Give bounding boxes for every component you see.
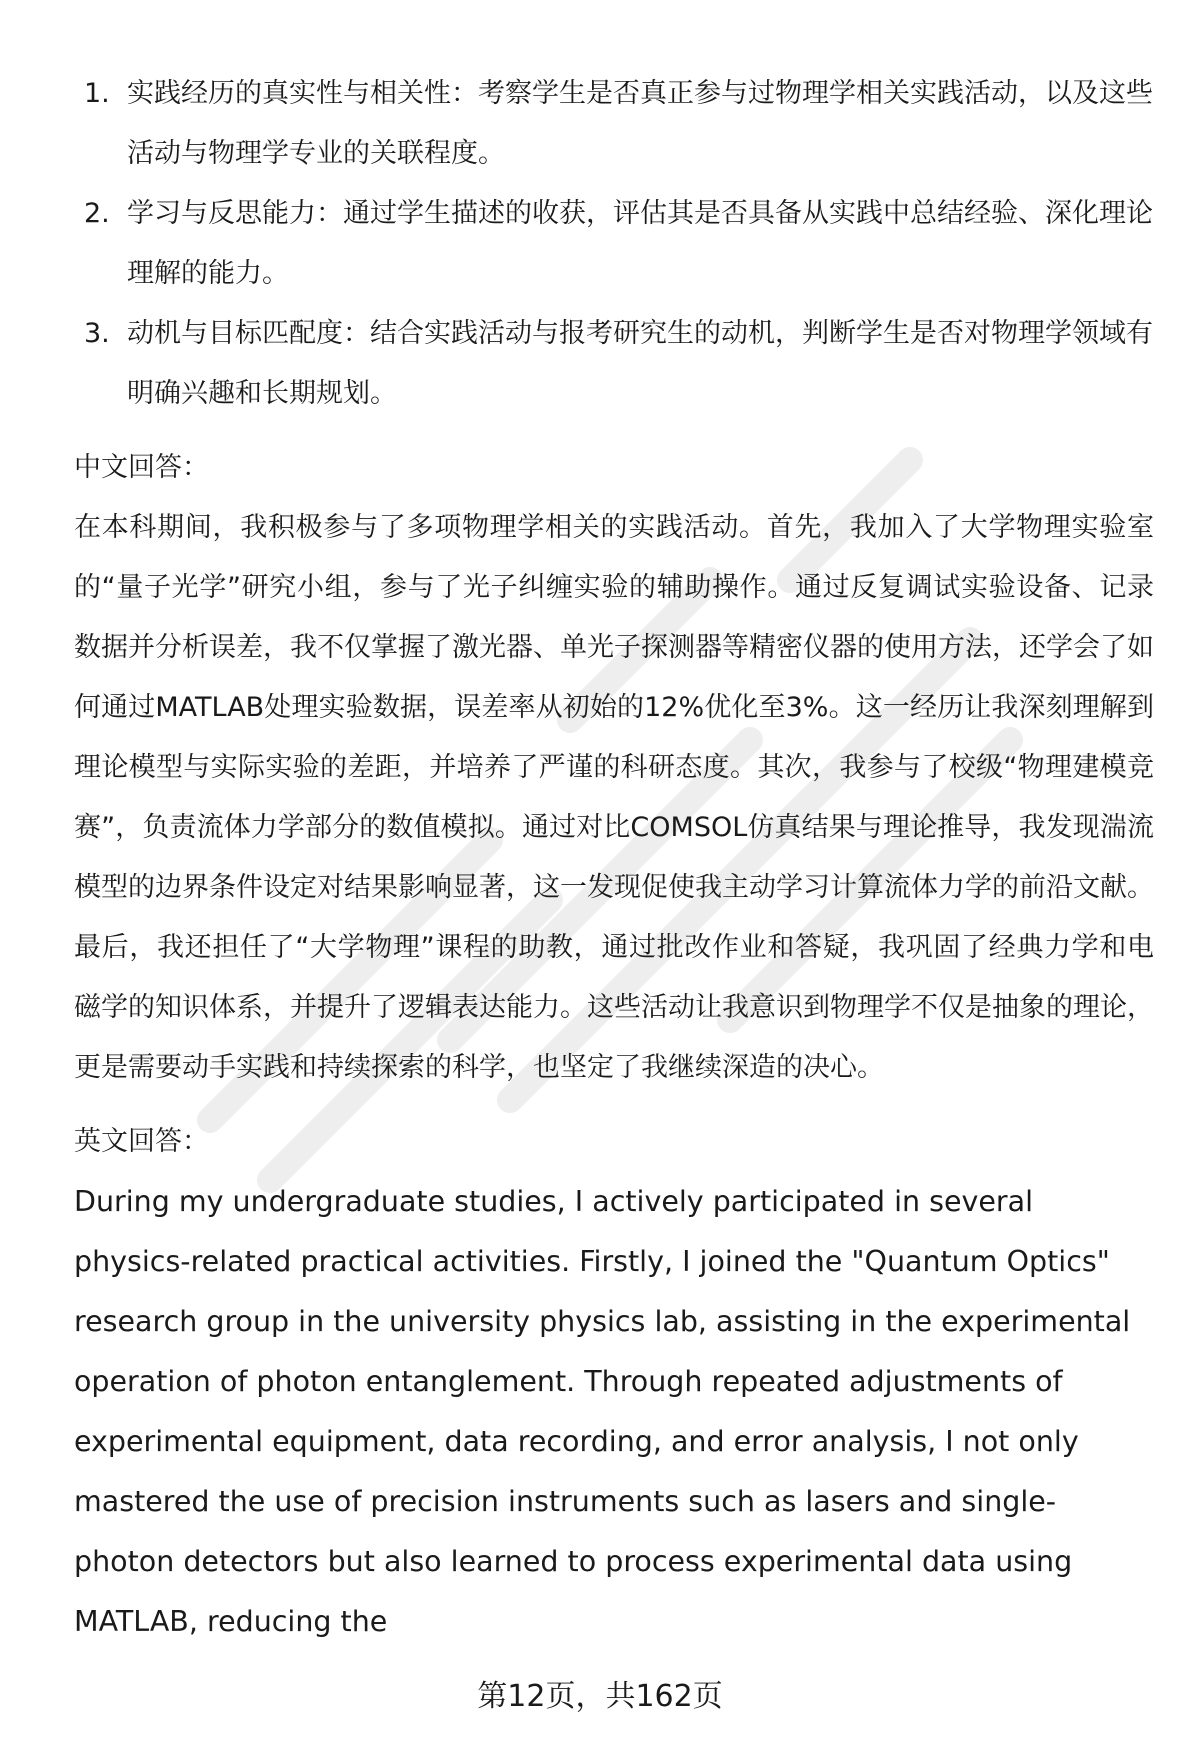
page-number-footer: 第12页，共162页	[477, 1679, 723, 1714]
list-item-number: 1.	[84, 78, 110, 109]
list-item-number: 3.	[84, 318, 110, 349]
list-item-number: 2.	[84, 198, 110, 229]
english-answer-paragraph: During my undergraduate studies, I actively participated in several physics-related practical activities. Firstly, I joined the "Quantum Optics" research group in the university physics lab, assisting in the experimental operation of photon entanglement. Through repeated adjustments of experimental equipment, data recording, and error analysis, I not only mastered the use of precision instruments such as lasers and single-photon detectors but also learned to process experimental data using MATLAB, reducing the	[74, 1185, 1131, 1638]
english-answer-heading: 英文回答：	[74, 1126, 209, 1157]
list-item-text: 学习与反思能力：通过学生描述的收获，评估其是否具备从实践中总结经验、深化理论理解的能力。	[127, 198, 1153, 289]
page-content	[74, 64, 1154, 1652]
evaluation-criteria-list	[74, 64, 1154, 424]
list-item	[74, 304, 1154, 424]
chinese-answer-heading: 中文回答：	[74, 452, 209, 483]
chinese-answer-paragraph: 在本科期间，我积极参与了多项物理学相关的实践活动。首先，我加入了大学物理实验室的“量子光学”研究小组，参与了光子纠缠实验的辅助操作。通过反复调试实验设备、记录数据并分析误差，我不仅掌握了激光器、单光子探测器等精密仪器的使用方法，还学会了如何通过MATLAB处理实验数据，误差率从初始的12%优化至3%。这一经历让我深刻理解到理论模型与实际实验的差距，并培养了严谨的科研态度。其次，我参与了校级“物理建模竞赛”，负责流体力学部分的数值模拟。通过对比COMSOL仿真结果与理论推导，我发现湍流模型的边界条件设定对结果影响显著，这一发现促使我主动学习计算流体力学的前沿文献。最后，我还担任了“大学物理”课程的助教，通过批改作业和答疑，我巩固了经典力学和电磁学的知识体系，并提升了逻辑表达能力。这些活动让我意识到物理学不仅是抽象的理论，更是需要动手实践和持续探索的科学，也坚定了我继续深造的决心。	[74, 512, 1154, 1083]
list-item	[74, 184, 1154, 304]
list-item-text: 实践经历的真实性与相关性：考察学生是否真正参与过物理学相关实践活动，以及这些活动与物理学专业的关联程度。	[127, 78, 1153, 169]
list-item	[74, 64, 1154, 184]
list-item-text: 动机与目标匹配度：结合实践活动与报考研究生的动机，判断学生是否对物理学领域有明确兴趣和长期规划。	[127, 318, 1153, 409]
